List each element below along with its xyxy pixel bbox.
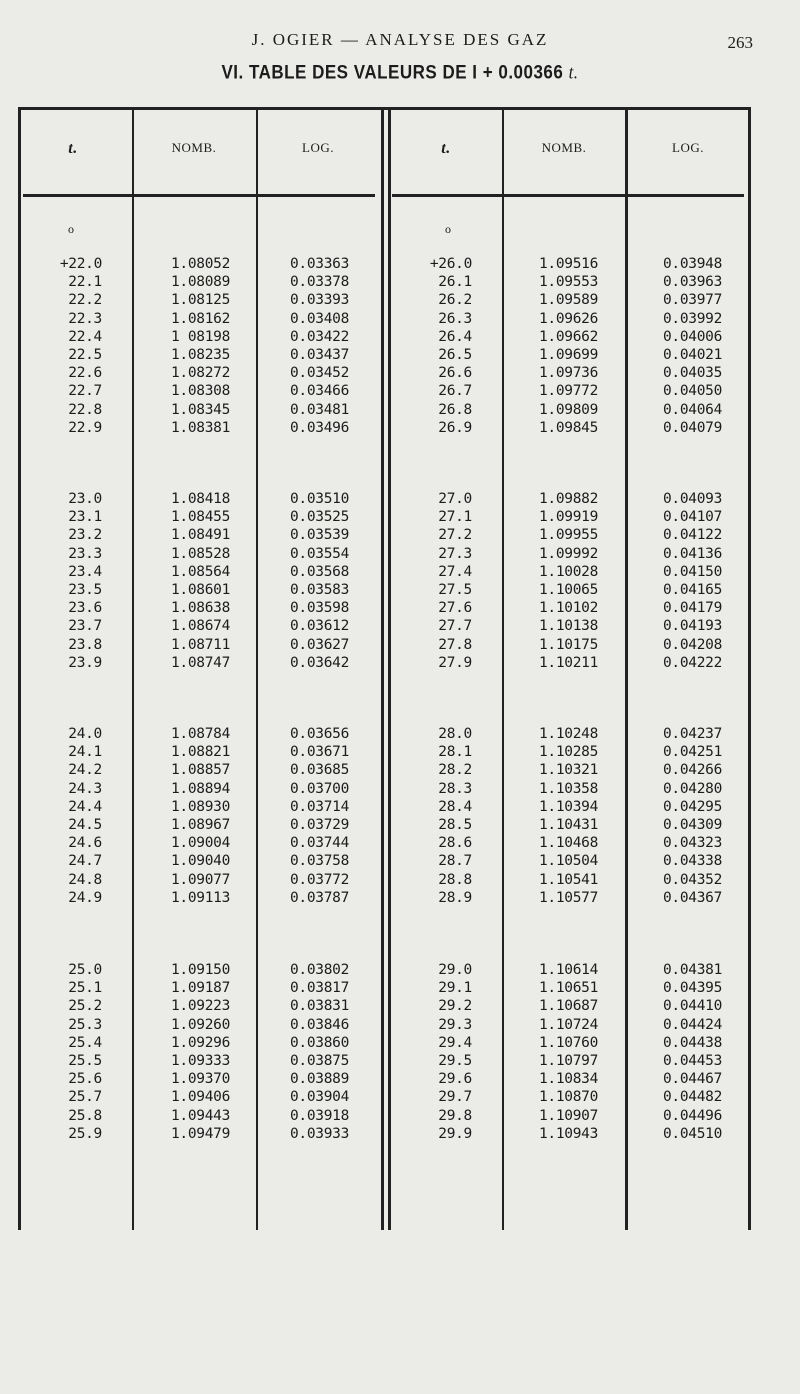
temp-cell: 26.2 (438, 292, 472, 309)
temp-cell: 27.3 (438, 545, 472, 562)
log-cell: 0.03846 (289, 1016, 349, 1033)
nomb-cell: 1.09809 (538, 401, 598, 418)
nomb-cell: 1.09699 (538, 347, 598, 363)
table-row (18, 1107, 751, 1125)
header-rule (392, 194, 744, 197)
temp-cell: 24.7 (68, 853, 102, 870)
log-cell: 0.03437 (289, 347, 349, 363)
log-cell: 0.04280 (662, 780, 722, 797)
nomb-cell: 1.09296 (170, 1034, 230, 1051)
log-cell: 0.03860 (289, 1034, 349, 1051)
log-cell: 0.03977 (662, 292, 722, 309)
page-number: 263 (727, 33, 753, 52)
log-cell: 0.04496 (662, 1107, 722, 1124)
table-row (18, 1125, 751, 1143)
table-row (18, 255, 751, 273)
temp-cell: 29.5 (438, 1053, 472, 1069)
nomb-cell: 1.08967 (170, 817, 230, 833)
nomb-cell: 1.10102 (538, 600, 598, 617)
log-cell: 0.03422 (289, 328, 349, 345)
nomb-cell: 1.09187 (170, 980, 230, 997)
temp-cell: 26.1 (438, 274, 472, 291)
table-row (18, 273, 751, 291)
log-cell: 0.04424 (662, 1016, 722, 1033)
temp-cell: 22.8 (68, 401, 102, 418)
log-cell: 0.04309 (662, 817, 722, 833)
log-cell: 0.04438 (662, 1034, 722, 1051)
log-cell: 0.03685 (289, 762, 349, 779)
nomb-cell: 1.09955 (538, 527, 598, 544)
log-cell: 0.04107 (662, 509, 722, 526)
temp-cell: 26.6 (438, 365, 472, 382)
temp-cell: 28.9 (438, 889, 472, 906)
nomb-cell: 1.09992 (538, 545, 598, 562)
log-cell: 0.03627 (289, 636, 349, 653)
nomb-cell: 1.10285 (538, 744, 598, 761)
temp-cell: 24.4 (68, 798, 102, 815)
temp-cell: 24.1 (68, 744, 102, 761)
nomb-cell: 1.09662 (538, 328, 598, 345)
nomb-cell: 1.10797 (538, 1053, 598, 1069)
nomb-cell: 1.10943 (538, 1125, 598, 1142)
table-row (18, 1052, 751, 1070)
nomb-cell: 1.08162 (170, 310, 230, 327)
table-row (18, 761, 751, 779)
nomb-cell: 1.08674 (170, 618, 230, 635)
table-row (18, 816, 751, 834)
temp-cell: 23.5 (68, 582, 102, 598)
log-cell: 0.03831 (289, 998, 349, 1015)
nomb-cell: 1.10760 (538, 1034, 598, 1051)
header-nomb: NOMB. (171, 140, 217, 155)
table-row (18, 798, 751, 816)
log-cell: 0.04266 (662, 762, 722, 779)
log-cell: 0.03714 (289, 798, 349, 815)
nomb-cell: 1.09223 (170, 998, 230, 1015)
temp-cell: 29.2 (438, 998, 472, 1015)
log-cell: 0.03363 (289, 256, 349, 272)
nomb-cell: 1.10211 (538, 654, 598, 671)
nomb-cell: 1.09150 (170, 962, 230, 978)
temp-cell: 26.9 (438, 419, 472, 436)
nomb-cell: 1.09845 (538, 419, 598, 436)
temp-cell: 27.1 (438, 509, 472, 526)
nomb-cell: 1.10321 (538, 762, 598, 779)
temp-cell: 29.8 (438, 1107, 472, 1124)
log-cell: 0.03918 (289, 1107, 349, 1124)
table-row (18, 1070, 751, 1088)
temp-cell: 29.7 (438, 1089, 472, 1106)
temp-cell: 29.6 (438, 1071, 472, 1088)
log-cell: 0.03744 (289, 835, 349, 852)
nomb-cell: 1.09919 (538, 509, 598, 526)
degree-mark: o (445, 222, 451, 236)
nomb-cell: 1.09333 (170, 1053, 230, 1069)
table-row (18, 1016, 751, 1034)
nomb-cell: 1.10834 (538, 1071, 598, 1088)
temp-cell: 27.6 (438, 600, 472, 617)
temp-cell: 24.5 (68, 817, 102, 833)
table-row (18, 419, 751, 437)
log-cell: 0.04482 (662, 1089, 722, 1106)
header-rule (23, 194, 375, 197)
temp-cell: 24.6 (68, 835, 102, 852)
temp-cell: 23.3 (68, 545, 102, 562)
table-row (18, 654, 751, 672)
nomb-cell: 1.08821 (170, 744, 230, 761)
temp-cell: 29.0 (438, 962, 472, 978)
value-table (18, 107, 751, 1230)
degree-mark: o (68, 222, 74, 236)
nomb-cell: 1.10175 (538, 636, 598, 653)
log-cell: 0.03904 (289, 1089, 349, 1106)
temp-cell: 26.5 (438, 347, 472, 363)
temp-cell: 25.8 (68, 1107, 102, 1124)
nomb-cell: 1.08089 (170, 274, 230, 291)
log-cell: 0.04208 (662, 636, 722, 653)
log-cell: 0.04064 (662, 401, 722, 418)
temp-cell: 26.4 (438, 328, 472, 345)
temp-cell: 28.3 (438, 780, 472, 797)
log-cell: 0.03452 (289, 365, 349, 382)
nomb-cell: 1.09004 (170, 835, 230, 852)
nomb-cell: 1.08308 (170, 383, 230, 400)
log-cell: 0.03510 (289, 491, 349, 507)
temp-cell: 26.3 (438, 310, 472, 327)
log-cell: 0.04165 (662, 582, 722, 598)
temp-cell: 23.6 (68, 600, 102, 617)
temp-cell: 29.3 (438, 1016, 472, 1033)
nomb-cell: 1.10028 (538, 563, 598, 580)
nomb-cell: 1.08418 (170, 491, 230, 507)
table-row (18, 617, 751, 635)
log-cell: 0.04453 (662, 1053, 722, 1069)
log-cell: 0.03729 (289, 817, 349, 833)
nomb-cell: 1.09113 (170, 889, 230, 906)
temp-cell: 23.4 (68, 563, 102, 580)
nomb-cell: 1.10614 (538, 962, 598, 978)
temp-cell: 27.2 (438, 527, 472, 544)
temp-cell: 24.3 (68, 780, 102, 797)
nomb-cell: 1.09772 (538, 383, 598, 400)
log-cell: 0.03700 (289, 780, 349, 797)
nomb-cell: 1.09370 (170, 1071, 230, 1088)
table-row (18, 1088, 751, 1106)
log-cell: 0.03583 (289, 582, 349, 598)
log-cell: 0.04021 (662, 347, 722, 363)
table-row (18, 961, 751, 979)
table-row (18, 852, 751, 870)
log-cell: 0.04150 (662, 563, 722, 580)
log-cell: 0.04179 (662, 600, 722, 617)
temp-cell: 25.4 (68, 1034, 102, 1051)
log-cell: 0.03525 (289, 509, 349, 526)
temp-cell: 28.2 (438, 762, 472, 779)
nomb-cell: 1.10065 (538, 582, 598, 598)
log-cell: 0.03496 (289, 419, 349, 436)
nomb-cell: 1.10138 (538, 618, 598, 635)
temp-cell: 25.7 (68, 1089, 102, 1106)
table-row (18, 636, 751, 654)
temp-cell: 28.1 (438, 744, 472, 761)
table-row (18, 997, 751, 1015)
log-cell: 0.04410 (662, 998, 722, 1015)
temp-cell: 29.4 (438, 1034, 472, 1051)
temp-cell: 28.6 (438, 835, 472, 852)
log-cell: 0.04352 (662, 871, 722, 888)
nomb-cell: 1 08198 (170, 328, 230, 345)
nomb-cell: 1.09626 (538, 310, 598, 327)
table-row (18, 401, 751, 419)
log-cell: 0.04136 (662, 545, 722, 562)
log-cell: 0.04006 (662, 328, 722, 345)
table-row (18, 780, 751, 798)
temp-cell: 27.8 (438, 636, 472, 653)
table-row (18, 508, 751, 526)
nomb-cell: 1.08564 (170, 563, 230, 580)
nomb-cell: 1.09040 (170, 853, 230, 870)
table-row (18, 490, 751, 508)
temp-cell: 22.5 (68, 347, 102, 363)
temp-cell: 27.4 (438, 563, 472, 580)
header-log: LOG. (302, 140, 334, 155)
nomb-cell: 1.09406 (170, 1089, 230, 1106)
temp-cell: 22.3 (68, 310, 102, 327)
table-row (18, 599, 751, 617)
log-cell: 0.04338 (662, 853, 722, 870)
nomb-cell: 1.10394 (538, 798, 598, 815)
log-cell: 0.03466 (289, 383, 349, 400)
temp-cell: 27.0 (438, 491, 472, 507)
log-cell: 0.04467 (662, 1071, 722, 1088)
log-cell: 0.04510 (662, 1125, 722, 1142)
temp-cell: 22.7 (68, 383, 102, 400)
nomb-cell: 1.08857 (170, 762, 230, 779)
header-log: LOG. (672, 140, 704, 155)
log-cell: 0.04323 (662, 835, 722, 852)
temp-cell: +26.0 (429, 256, 472, 272)
temp-cell: 23.2 (68, 527, 102, 544)
log-cell: 0.03817 (289, 980, 349, 997)
log-cell: 0.03963 (662, 274, 722, 291)
log-cell: 0.04050 (662, 383, 722, 400)
temp-cell: 28.0 (438, 726, 472, 742)
log-cell: 0.04193 (662, 618, 722, 635)
table-row (18, 364, 751, 382)
log-cell: 0.03554 (289, 545, 349, 562)
log-cell: 0.04079 (662, 419, 722, 436)
table-row (18, 545, 751, 563)
temp-cell: +22.0 (59, 256, 102, 272)
nomb-cell: 1.10870 (538, 1089, 598, 1106)
table-row (18, 743, 751, 761)
log-cell: 0.04237 (662, 726, 722, 742)
running-title: J. OGIER — ANALYSE DES GAZ (251, 30, 549, 49)
log-cell: 0.03889 (289, 1071, 349, 1088)
temp-cell: 22.6 (68, 365, 102, 382)
nomb-cell: 1.10248 (538, 726, 598, 742)
log-cell: 0.03992 (662, 310, 722, 327)
log-cell: 0.03393 (289, 292, 349, 309)
nomb-cell: 1.10907 (538, 1107, 598, 1124)
temp-cell: 28.4 (438, 798, 472, 815)
temp-cell: 24.8 (68, 871, 102, 888)
table-row (18, 581, 751, 599)
temp-cell: 28.8 (438, 871, 472, 888)
nomb-cell: 1.08125 (170, 292, 230, 309)
nomb-cell: 1.10687 (538, 998, 598, 1015)
table-row (18, 1034, 751, 1052)
log-cell: 0.03772 (289, 871, 349, 888)
table-row (18, 834, 751, 852)
log-cell: 0.04381 (662, 962, 722, 978)
nomb-cell: 1.09589 (538, 292, 598, 309)
table-row (18, 346, 751, 364)
nomb-cell: 1.09553 (538, 274, 598, 291)
log-cell: 0.03933 (289, 1125, 349, 1142)
log-cell: 0.04093 (662, 491, 722, 507)
nomb-cell: 1.08235 (170, 347, 230, 363)
temp-cell: 23.0 (68, 491, 102, 507)
table-row (18, 725, 751, 743)
nomb-cell: 1.08930 (170, 798, 230, 815)
temp-cell: 26.8 (438, 401, 472, 418)
temp-cell: 25.0 (68, 962, 102, 978)
nomb-cell: 1.09077 (170, 871, 230, 888)
nomb-cell: 1.08491 (170, 527, 230, 544)
log-cell: 0.03612 (289, 618, 349, 635)
header-t: t. (68, 140, 78, 157)
nomb-cell: 1.10431 (538, 817, 598, 833)
nomb-cell: 1.08784 (170, 726, 230, 742)
header-t: t. (441, 140, 451, 157)
nomb-cell: 1.08894 (170, 780, 230, 797)
temp-cell: 29.1 (438, 980, 472, 997)
table-title-variable: t. (568, 61, 579, 84)
nomb-cell: 1.08528 (170, 545, 230, 562)
table-row (18, 889, 751, 907)
nomb-cell: 1.08711 (170, 636, 230, 653)
temp-cell: 23.8 (68, 636, 102, 653)
nomb-cell: 1.08455 (170, 509, 230, 526)
nomb-cell: 1.09443 (170, 1107, 230, 1124)
table-row (18, 979, 751, 997)
log-cell: 0.03378 (289, 274, 349, 291)
log-cell: 0.03642 (289, 654, 349, 671)
log-cell: 0.03787 (289, 889, 349, 906)
log-cell: 0.03656 (289, 726, 349, 742)
nomb-cell: 1.10468 (538, 835, 598, 852)
log-cell: 0.03408 (289, 310, 349, 327)
temp-cell: 28.7 (438, 853, 472, 870)
nomb-cell: 1.09516 (538, 256, 598, 272)
temp-cell: 23.1 (68, 509, 102, 526)
temp-cell: 28.5 (438, 817, 472, 833)
temp-cell: 22.4 (68, 328, 102, 345)
nomb-cell: 1.10651 (538, 980, 598, 997)
log-cell: 0.03598 (289, 600, 349, 617)
table-row (18, 328, 751, 346)
temp-cell: 24.2 (68, 762, 102, 779)
nomb-cell: 1.08747 (170, 654, 230, 671)
log-cell: 0.03568 (289, 563, 349, 580)
nomb-cell: 1.08601 (170, 582, 230, 598)
temp-cell: 25.6 (68, 1071, 102, 1088)
header-nomb: NOMB. (541, 140, 587, 155)
temp-cell: 24.9 (68, 889, 102, 906)
temp-cell: 23.7 (68, 618, 102, 635)
nomb-cell: 1.08381 (170, 419, 230, 436)
temp-cell: 25.5 (68, 1053, 102, 1069)
log-cell: 0.04251 (662, 744, 722, 761)
log-cell: 0.03671 (289, 744, 349, 761)
table-title (0, 62, 800, 84)
nomb-cell: 1.10577 (538, 889, 598, 906)
log-cell: 0.03948 (662, 256, 722, 272)
table-row (18, 310, 751, 328)
log-cell: 0.04035 (662, 365, 722, 382)
temp-cell: 27.5 (438, 582, 472, 598)
temp-cell: 24.0 (68, 726, 102, 742)
log-cell: 0.04295 (662, 798, 722, 815)
nomb-cell: 1.09479 (170, 1125, 230, 1142)
log-cell: 0.03481 (289, 401, 349, 418)
log-cell: 0.04122 (662, 527, 722, 544)
log-cell: 0.03539 (289, 527, 349, 544)
nomb-cell: 1.10541 (538, 871, 598, 888)
nomb-cell: 1.09260 (170, 1016, 230, 1033)
nomb-cell: 1.08052 (170, 256, 230, 272)
nomb-cell: 1.08345 (170, 401, 230, 418)
temp-cell: 25.2 (68, 998, 102, 1015)
nomb-cell: 1.10358 (538, 780, 598, 797)
log-cell: 0.04367 (662, 889, 722, 906)
table-row (18, 382, 751, 400)
temp-cell: 27.9 (438, 654, 472, 671)
log-cell: 0.03875 (289, 1053, 349, 1069)
temp-cell: 25.9 (68, 1125, 102, 1142)
log-cell: 0.04395 (662, 980, 722, 997)
log-cell: 0.03802 (289, 962, 349, 978)
nomb-cell: 1.09882 (538, 491, 598, 507)
nomb-cell: 1.08638 (170, 600, 230, 617)
table-title-text: VI. TABLE DES VALEURS DE I + 0.00366 (221, 61, 564, 84)
table-row (18, 871, 751, 889)
nomb-cell: 1.10724 (538, 1016, 598, 1033)
nomb-cell: 1.10504 (538, 853, 598, 870)
temp-cell: 29.9 (438, 1125, 472, 1142)
nomb-cell: 1.08272 (170, 365, 230, 382)
temp-cell: 25.3 (68, 1016, 102, 1033)
temp-cell: 22.1 (68, 274, 102, 291)
temp-cell: 23.9 (68, 654, 102, 671)
temp-cell: 22.9 (68, 419, 102, 436)
table-row (18, 563, 751, 581)
temp-cell: 25.1 (68, 980, 102, 997)
nomb-cell: 1.09736 (538, 365, 598, 382)
log-cell: 0.03758 (289, 853, 349, 870)
table-row (18, 526, 751, 544)
temp-cell: 27.7 (438, 618, 472, 635)
temp-cell: 26.7 (438, 383, 472, 400)
log-cell: 0.04222 (662, 654, 722, 671)
table-row (18, 291, 751, 309)
temp-cell: 22.2 (68, 292, 102, 309)
